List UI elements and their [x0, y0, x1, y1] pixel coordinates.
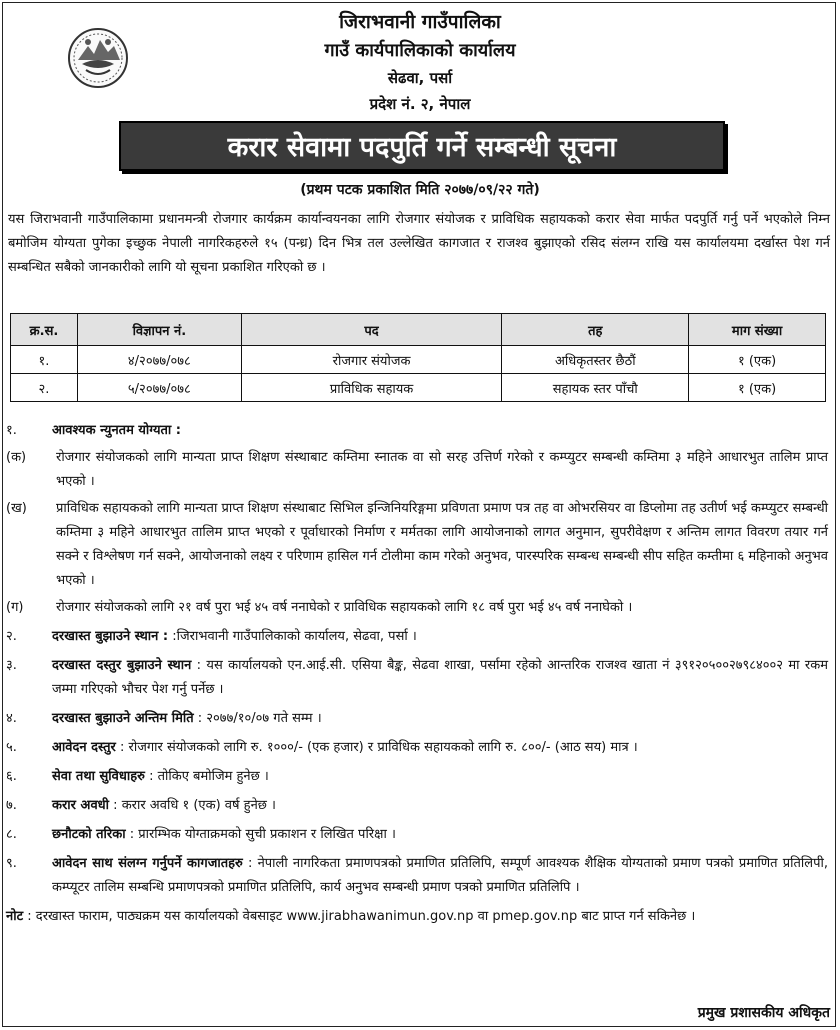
section-text: : तोकिए बमोजिम हुनेछ ।	[144, 769, 269, 784]
table-row	[11, 346, 826, 374]
section-label: दरखास्त बुझाउने स्थान :	[52, 629, 169, 644]
section-number: २.	[6, 629, 17, 644]
section-fee-place	[6, 654, 828, 702]
section-label: आवेदन दस्तुर	[52, 740, 116, 755]
col-header-post: पद	[241, 314, 502, 346]
section-number: ३.	[6, 658, 17, 673]
section-label: आवेदन साथ संलग्न गर्नुपर्ने कागजातहरु	[52, 856, 243, 871]
note-label: नोट	[6, 909, 24, 924]
section-number: ८.	[6, 827, 17, 842]
conditions-list	[6, 419, 828, 929]
section-number: ४.	[6, 711, 17, 726]
cell-demand: १ (एक)	[689, 374, 826, 402]
vacancy-table	[10, 313, 826, 402]
section-text: : करार अवधि १ (एक) वर्ष हुनेछ ।	[109, 798, 276, 813]
office-address: सेढवा, पर्सा	[387, 69, 453, 87]
col-header-ad-no: विज्ञापन नं.	[77, 314, 241, 346]
section-text: :जिराभवानी गाउँपालिकाको कार्यालय, सेढवा, पर्सा ।	[168, 629, 417, 644]
sub-text: प्राविधिक सहायकको लागि मान्यता प्राप्त शिक्षण संस्थाबाट सिभिल इन्जिनियरिङ्गमा प्रविणता प्रमाण पत्र तह वा ओभरसियर वा डिप्लोमा तह उतीर्ण भई कम्प्युटर सम्बन्धी कम्तिमा ३ महिने आधारभुत तालिम प्राप्त भएको र पूर्वाधारको निर्माण र मर्मतका लागि आयोजनाको लागत अनुमान, सुपरीवेक्षण र अन्तिम लागत विवरण तयार गर्न सक्ने र विश्लेषण गर्न सक्ने, आयोजनाको लक्ष्य र परिणाम हासिल गर्न टोलीमा काम गरेको अनुभव, पारस्परिक सम्बन्ध सम्बन्धी सीप सहित कम्तीमा ६ महिनाको अनुभव भएको ।	[56, 501, 828, 588]
cell-sn: २.	[11, 374, 78, 402]
signature-title: प्रमुख प्रशासकीय अधिकृत	[697, 1005, 830, 1021]
section-deadline	[6, 707, 828, 731]
section-submission-place	[6, 625, 828, 649]
cell-ad-no: ५/२०७७/०७८	[77, 374, 241, 402]
section-text: : यस कार्यालयको एन.आई.सी. एसिया बैङ्क, सेढवा शाखा, पर्सामा रहेको आन्तरिक राजश्व खाता नं ३९१२०५००२७९८४००२ मा रकम जम्मा गरिएको भौचर पेश गर्नु पर्नेछ ।	[52, 658, 828, 697]
section-selection-method	[6, 823, 828, 847]
section-text: : २०७७/१०/०७ गते सम्म ।	[193, 711, 322, 726]
section-contract-period	[6, 794, 828, 818]
section-required-documents	[6, 852, 828, 900]
section-label: सेवा तथा सुविधाहरु	[52, 769, 145, 784]
intro-paragraph: यस जिराभवानी गाउँपालिकामा प्रधानमन्त्री रोजगार कार्यक्रम कार्यान्वयनका लागि रोजगार संयोजक र प्राविधिक सहायकको करार सेवा मार्फत पदपुर्ति गर्नु पर्ने भएकोले निम्न बमोजिम योग्यता पुगेका इच्छुक नेपाली नागरिकहरुले १५ (पन्ध्र) दिन भित्र तल उल्लेखित कागजात र राजश्व बुझाएको रसिद संलग्न राखि यस कार्यालयमा दर्खास्त पेश गर्न सम्बन्धित सबैको जानकारीको लागि यो सूचना प्रकाशित गरिएको छ ।	[8, 212, 830, 275]
section-label: दरखास्त बुझाउने अन्तिम मिति	[52, 711, 194, 726]
cell-level: सहायक स्तर पाँचौ	[502, 374, 689, 402]
office-name: जिराभवानी गाउँपालिका	[339, 11, 501, 33]
section-number: ७.	[6, 798, 17, 813]
qualification-ka	[6, 446, 828, 494]
section-label: छनौटको तरिका	[52, 827, 126, 842]
qualification-kha	[6, 497, 828, 593]
section-number: ५.	[6, 740, 17, 755]
cell-post: रोजगार संयोजक	[241, 346, 502, 374]
table-header-row	[11, 314, 826, 346]
qualification-ga	[6, 596, 828, 620]
note-text: : दरखास्त फाराम, पाठ्यक्रम यस कार्यालयको वेबसाइट www.jirabhawanimun.gov.np वा pmep.gov.np बाट प्राप्त गर्न सकिनेछ ।	[23, 909, 696, 924]
office-province: प्रदेश नं. २, नेपाल	[369, 95, 471, 113]
office-subtitle: गाउँ कार्यपालिकाको कार्यालय	[324, 40, 516, 61]
sub-marker: (क)	[6, 450, 27, 465]
section-number: १.	[6, 423, 17, 438]
section-title: आवश्यक न्युनतम योग्यता :	[52, 423, 181, 438]
sub-marker: (ख)	[6, 501, 27, 516]
section-text: : रोजगार संयोजकको लागि रु. १०००/- (एक हजार) र प्राविधिक सहायकको लागि रु. ८००/- (आठ सय) मात्र ।	[115, 740, 638, 755]
section-text: : प्रारम्भिक योग्ताक्रमको सुची प्रकाशन र लिखित परिक्षा ।	[125, 827, 396, 842]
publication-date: (प्रथम पटक प्रकाशित मिति २०७७/०९/२२ गते)	[300, 182, 540, 198]
sub-text: रोजगार संयोजकको लागि २१ वर्ष पुरा भई ४५ वर्ष ननाघेको र प्राविधिक सहायकको लागि १८ वर्ष पुरा भई ४५ वर्ष ननाघेको ।	[56, 600, 633, 615]
notice-title-banner: करार सेवामा पदपुर्ति गर्ने सम्बन्धी सूचना	[119, 121, 725, 171]
section-number: ६.	[6, 769, 17, 784]
section-facilities	[6, 765, 828, 789]
col-header-sn: क्र.स.	[11, 314, 78, 346]
section-label: दरखास्त दस्तुर बुझाउने स्थान	[52, 658, 192, 673]
col-header-level: तह	[502, 314, 689, 346]
section-application-fee	[6, 736, 828, 760]
cell-demand: १ (एक)	[689, 346, 826, 374]
section-qualification	[6, 419, 828, 443]
sub-marker: (ग)	[6, 600, 24, 615]
col-header-demand: माग संख्या	[689, 314, 826, 346]
sub-text: रोजगार संयोजकको लागि मान्यता प्राप्त शिक्षण संस्थाबाट कम्तिमा स्नातक वा सो सरह उत्तिर्ण गरेको र कम्प्युटर सम्बन्धी कम्तिमा ३ महिने आधारभुत तालिम प्राप्त भएको ।	[56, 450, 828, 489]
section-number: ९.	[6, 856, 17, 871]
section-text: : नेपाली नागरिकता प्रमाणपत्रको प्रमाणित प्रतिलिपि, सम्पूर्ण आवश्यक शैक्षिक योग्यताको प्रमाण पत्रको प्रमाणित प्रतिलिपी, कम्प्यूटर तालिम सम्बन्धि प्रमाणपत्रको प्रमाणित प्रतिलिपि, कार्य अनुभव सम्बन्धी प्रमाण पत्रको प्रमाणित प्रतिलिपि ।	[52, 856, 828, 895]
table-row	[11, 374, 826, 402]
cell-sn: १.	[11, 346, 78, 374]
section-label: करार अवधी	[52, 798, 110, 813]
cell-post: प्राविधिक सहायक	[241, 374, 502, 402]
cell-ad-no: ४/२०७७/०७८	[77, 346, 241, 374]
note	[6, 905, 828, 929]
cell-level: अधिकृतस्तर छैठौं	[502, 346, 689, 374]
